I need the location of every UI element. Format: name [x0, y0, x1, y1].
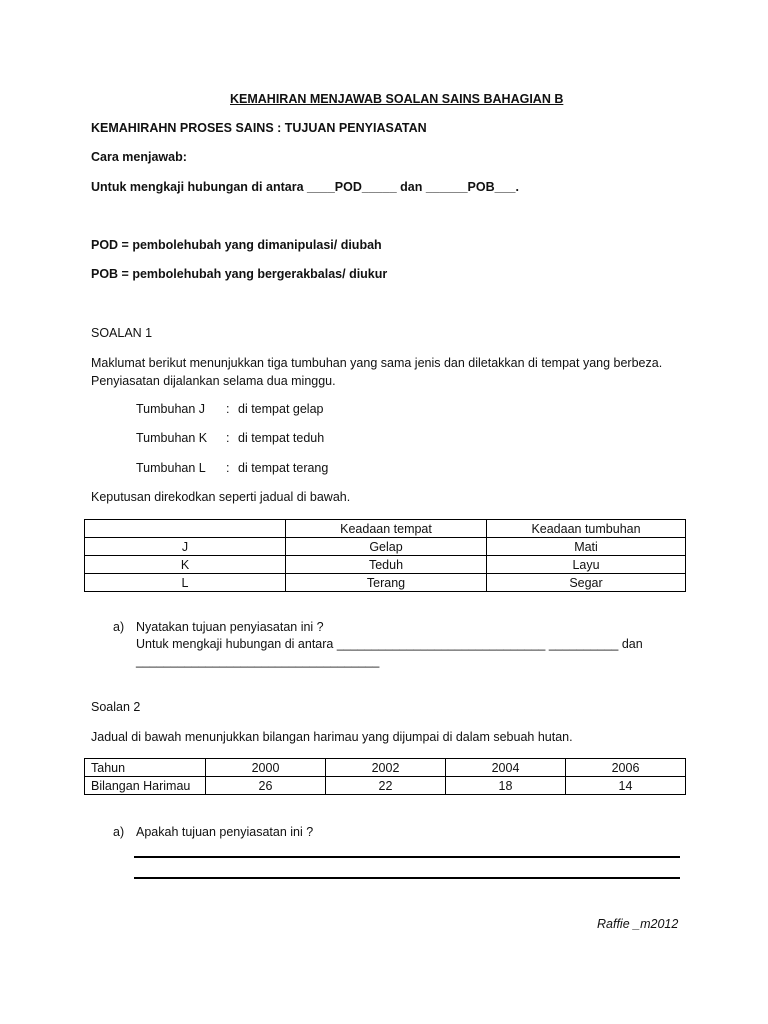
plant-j-place: di tempat gelap	[238, 402, 324, 416]
question-1-heading: SOALAN 1	[91, 326, 153, 340]
table-header-cell: Keadaan tumbuhan	[487, 520, 686, 538]
pob-definition: POB = pembolehubah yang bergerakbalas/ diukur	[91, 267, 388, 281]
answer-line-2[interactable]	[134, 877, 680, 879]
question-2a-text: Apakah tujuan penyiasatan ini ?	[136, 825, 314, 839]
plant-l-place: di tempat terang	[238, 461, 329, 475]
table-cell: J	[85, 538, 286, 556]
table-header-row	[85, 520, 686, 538]
table-cell: Terang	[286, 574, 487, 592]
question-2-heading: Soalan 2	[91, 700, 141, 714]
table-row	[85, 574, 686, 592]
question-1a-label: a)	[113, 620, 125, 634]
table-cell: 26	[206, 777, 326, 795]
table-row	[85, 556, 686, 574]
table-cell: 14	[566, 777, 686, 795]
answer-line-1[interactable]	[134, 856, 680, 858]
table-row	[85, 759, 686, 777]
table-row	[85, 777, 686, 795]
table-cell: Tahun	[85, 759, 206, 777]
table-cell: Teduh	[286, 556, 487, 574]
question-1-intro-line2: Penyiasatan dijalankan selama dua minggu.	[91, 374, 336, 388]
howto-label: Cara menjawab:	[91, 150, 187, 164]
table-cell: 22	[326, 777, 446, 795]
table-header-cell	[85, 520, 286, 538]
plant-j-name: Tumbuhan J	[136, 402, 206, 416]
table-row	[85, 538, 686, 556]
record-note: Keputusan direkodkan seperti jadual di bawah.	[91, 490, 351, 504]
table-cell: Mati	[487, 538, 686, 556]
plant-k-sep: :	[226, 431, 230, 445]
table-cell: 2000	[206, 759, 326, 777]
results-table	[84, 519, 686, 592]
plant-l-name: Tumbuhan L	[136, 461, 206, 475]
table-cell: 18	[446, 777, 566, 795]
page-title: KEMAHIRAN MENJAWAB SOALAN SAINS BAHAGIAN B	[230, 92, 564, 106]
table-cell: 2006	[566, 759, 686, 777]
plant-l-sep: :	[226, 461, 230, 475]
pod-definition: POD = pembolehubah yang dimanipulasi/ diubah	[91, 238, 382, 252]
table-cell: L	[85, 574, 286, 592]
author-signature: Raffie _m2012	[597, 917, 679, 931]
table-cell: 2002	[326, 759, 446, 777]
table-cell: Bilangan Harimau	[85, 777, 206, 795]
question-1-intro-line1: Maklumat berikut menunjukkan tiga tumbuhan yang sama jenis dan diletakkan di tempat yang berbeza.	[91, 356, 663, 370]
question-1a-answer-line2[interactable]: ___________________________________	[136, 654, 380, 668]
question-1a-answer-line1[interactable]: Untuk mengkaji hubungan di antara ______________________________ __________ dan	[136, 637, 643, 651]
plant-j-sep: :	[226, 402, 230, 416]
page-subtitle: KEMAHIRAHN PROSES SAINS : TUJUAN PENYIASATAN	[91, 121, 427, 135]
table-header-cell: Keadaan tempat	[286, 520, 487, 538]
answer-template: Untuk mengkaji hubungan di antara ____POD_____ dan ______POB___.	[91, 180, 519, 194]
plant-k-name: Tumbuhan K	[136, 431, 208, 445]
table-cell: Segar	[487, 574, 686, 592]
plant-k-place: di tempat teduh	[238, 431, 325, 445]
table-cell: K	[85, 556, 286, 574]
question-2-intro: Jadual di bawah menunjukkan bilangan harimau yang dijumpai di dalam sebuah hutan.	[91, 730, 573, 744]
table-cell: 2004	[446, 759, 566, 777]
table-cell: Gelap	[286, 538, 487, 556]
question-1a-text: Nyatakan tujuan penyiasatan ini ?	[136, 620, 324, 634]
question-2a-label: a)	[113, 825, 125, 839]
tiger-table	[84, 758, 686, 795]
table-cell: Layu	[487, 556, 686, 574]
